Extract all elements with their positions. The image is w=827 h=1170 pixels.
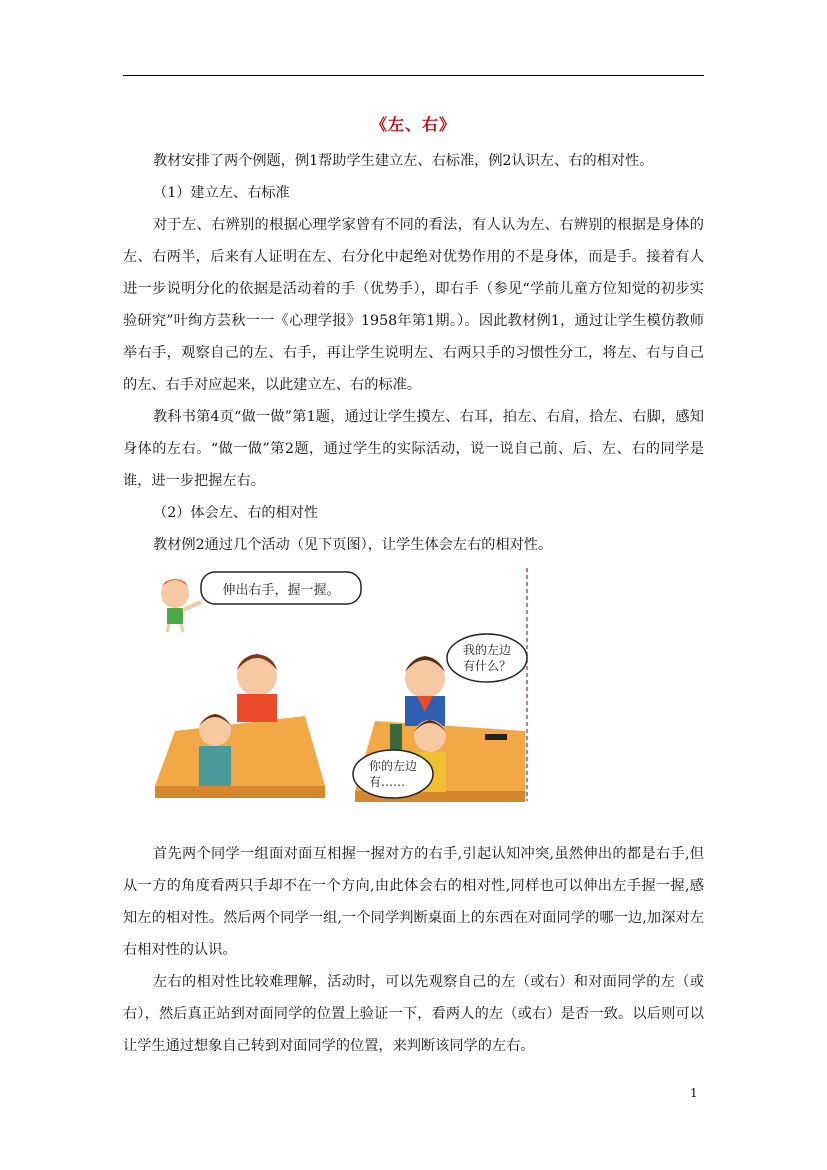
cartoon-girl-icon — [161, 579, 201, 632]
paragraph-activity: 首先两个同学一组面对面互相握一握对方的右手,引起认知冲突,虽然伸出的都是右手,但从一方的角度看两只手却不在一个方向,由此体会右的相对性,同样也可以伸出左手握一握,感知左的相对性。然后两个同学一组,一个同学判断桌面上的东西在对面同学的哪一边,加深对左右相对性的认识。 — [123, 846, 704, 958]
speech-bubble-3-line1: 你的左边 — [368, 759, 418, 773]
paragraph-theory: 对于左、右辨别的根据心理学家曾有不同的看法，有人认为左、右辨别的根据是身体的左、右两半，后来有人证明在左、右分化中起绝对优势作用的不是身体，而是手。接着有人进一步说明分化的依据是活动着的手（优势手），即右手（参见“学前儿童方位知觉的初步实验研究”叶绚方芸秋一一《心理学报》1958年第1期。）。因此教材例1，通过让学生模仿教师举右手，观察自己的左、右手，再让学生说明左、右两只手的习惯性分工，将左、右与自己的左、右手对应起来，以此建立左、右的标准。 — [123, 217, 704, 393]
speech-bubble-1 — [201, 572, 361, 604]
speech-bubble-2-line2: 有什么？ — [462, 659, 512, 673]
speech-bubble-2 — [447, 634, 527, 682]
section-heading-1: （1）建立左、右标准 — [153, 185, 290, 201]
paragraph-example-2: 教材例2通过几个活动（见下页图），让学生体会左右的相对性。 — [153, 537, 553, 553]
left-table-edge — [155, 786, 325, 798]
desk-pencilcase-icon — [485, 734, 507, 740]
cartoon-girl-center-icon — [237, 654, 277, 722]
illustration-svg — [155, 566, 533, 803]
paragraph-difficulty: 左右的相对性比较难理解，活动时，可以先观察自己的左（或右）和对面同学的左（或右），然后真正站到对面同学的位置上验证一下，看两人的左（或右）是否一致。以后则可以让学生通过想象自己转到对面同学的位置，来判断该同学的左右。 — [123, 974, 704, 1054]
header-rule — [123, 75, 704, 76]
speech-bubble-3 — [353, 750, 433, 798]
cartoon-boy-right-icon — [405, 656, 445, 726]
page-number: 1 — [690, 1086, 698, 1100]
cartoon-boy-left-icon — [199, 714, 231, 786]
speech-bubble-3-line2: 有…… — [368, 775, 406, 789]
paragraph-intro: 教材安排了两个例题，例1帮助学生建立左、右标准，例2认识左、右的相对性。 — [153, 153, 654, 169]
paragraph-exercise: 教科书第4页“做一做”第1题，通过让学生摸左、右耳，拍左、右肩，拾左、右脚，感知身体的左右。“做一做”第2题，通过学生的实际活动，说一说自己前、后、左、右的同学是谁，进一步把握左右。 — [123, 409, 704, 489]
textbook-illustration — [155, 566, 533, 803]
speech-bubble-2-line1: 我的左边 — [462, 643, 512, 657]
document-title: 《左、右》 — [370, 115, 456, 134]
speech-bubble-1-text: 伸出右手，握一握。 — [222, 583, 340, 598]
section-heading-2: （2）体会左、右的相对性 — [153, 505, 319, 521]
desk-book-icon — [390, 724, 402, 750]
left-table-top — [155, 716, 325, 786]
